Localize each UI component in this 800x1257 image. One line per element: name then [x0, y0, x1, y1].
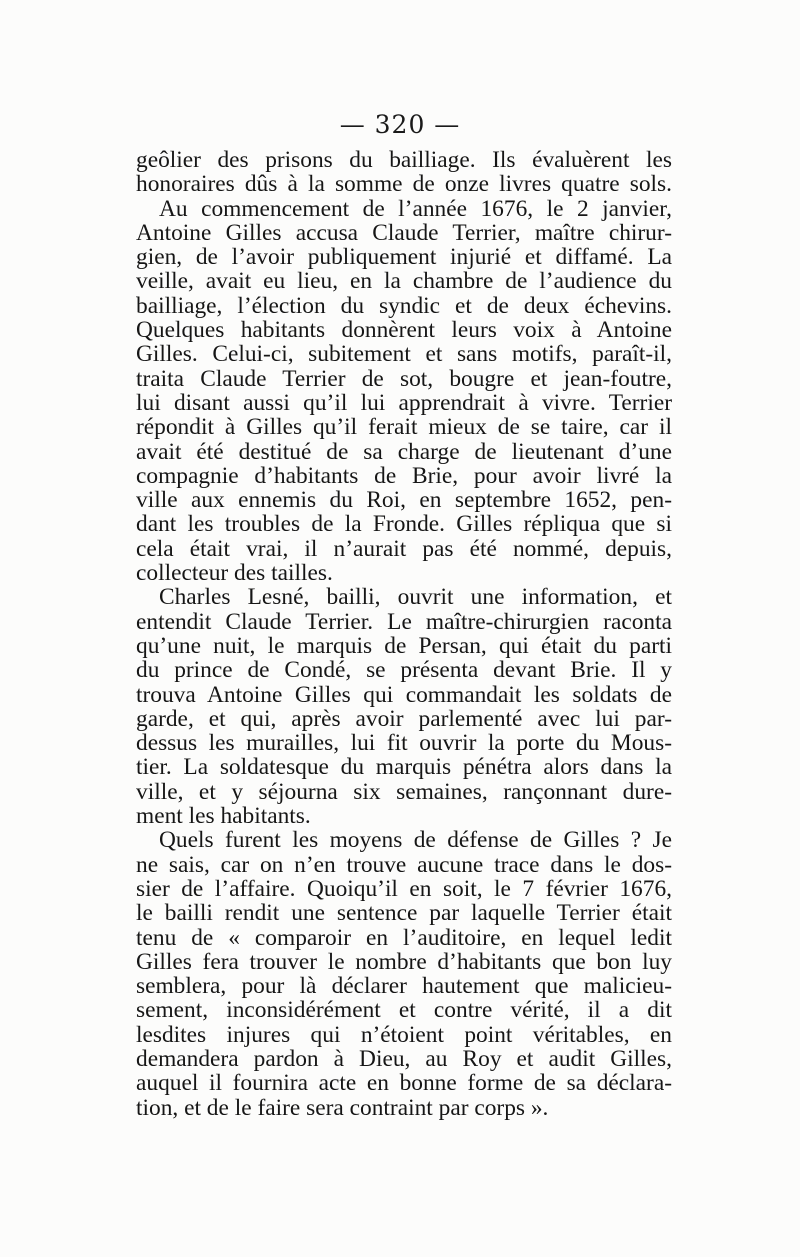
- text-line: trouva Antoine Gilles qui commandait les soldats de: [136, 682, 672, 707]
- text-line: compagnie d’habitants de Brie, pour avoir livré la: [136, 463, 672, 489]
- text-line: tier. La soldatesque du marquis pénétra alors dans la: [136, 755, 672, 780]
- text-line: ville aux ennemis du Roi, en septembre 1652, pen-: [136, 488, 672, 513]
- text-line: bailliage, l’élection du syndic et de deux échevins.: [136, 293, 672, 319]
- text-line: demandera pardon à Dieu, au Roy et audit Gilles,: [136, 1046, 672, 1072]
- text-line: ment les habitants.: [136, 804, 311, 829]
- text-line: du prince de Condé, se présenta devant Brie. Il y: [136, 658, 672, 683]
- text-line: répondit à Gilles qu’il ferait mieux de se taire, car il: [136, 415, 672, 440]
- text-line: entendit Claude Terrier. Le maître-chirurgien raconta: [136, 609, 672, 634]
- text-line: sier de l’affaire. Quoiqu’il en soit, le 7 février 1676,: [136, 876, 672, 902]
- text-line: avait été destitué de sa charge de lieutenant d’une: [136, 439, 672, 464]
- text-line: dessus les murailles, lui fit ouvrir la porte du Mous-: [136, 731, 672, 756]
- text-line: Quels furent les moyens de défense de Gilles ? Je: [159, 828, 672, 853]
- text-line: auquel il fournira acte en bonne forme de sa déclara-: [136, 1071, 672, 1096]
- text-line: ne sais, car on n’en trouve aucune trace dans le dos-: [136, 852, 672, 877]
- text-line: dant les troubles de la Fronde. Gilles répliqua que si: [136, 512, 672, 537]
- text-line: semblera, pour là déclarer hautement que malicieu-: [136, 974, 672, 999]
- text-line: lesdites injures qui n’étoient point véritables, en: [136, 1022, 672, 1047]
- text-line: tion, et de le faire sera contraint par corps ».: [136, 1095, 549, 1120]
- text-line: gien, de l’avoir publiquement injurié et diffamé. La: [136, 245, 672, 270]
- text-line: ville, et y séjourna six semaines, rançonnant dure-: [136, 779, 672, 805]
- text-line: le bailli rendit une sentence par laquelle Terrier était: [136, 901, 672, 926]
- text-line: qu’une nuit, le marquis de Persan, qui était du parti: [136, 633, 672, 659]
- page-number: — 320 —: [339, 110, 461, 139]
- text-line: sement, inconsidérément et contre vérité, il a dit: [136, 998, 672, 1023]
- text-line: Charles Lesné, bailli, ouvrit une information, et: [159, 585, 672, 610]
- text-line: Quelques habitants donnèrent leurs voix à Antoine: [136, 318, 672, 343]
- text-line: garde, et qui, après avoir parlementé avec lui par-: [136, 706, 672, 732]
- text-line: Gilles. Celui-ci, subitement et sans motifs, paraît-il,: [136, 342, 672, 367]
- text-line: tenu de « comparoir en l’auditoire, en lequel ledit: [136, 925, 672, 950]
- text-line: cela était vrai, il n’aurait pas été nommé, depuis,: [136, 536, 672, 562]
- text-line: traita Claude Terrier de sot, bougre et jean-foutre,: [136, 366, 672, 391]
- text-line: Au commencement de l’année 1676, le 2 janvier,: [159, 196, 672, 221]
- text-line: honoraires dûs à la somme de onze livres quatre sols.: [136, 172, 672, 197]
- text-line: veille, avait eu lieu, en la chambre de l’audience du: [136, 269, 672, 294]
- text-line: Antoine Gilles accusa Claude Terrier, maître chirur-: [136, 220, 672, 246]
- text-line: geôlier des prisons du bailliage. Ils évaluèrent les: [136, 148, 672, 173]
- text-line: Gilles fera trouver le nombre d’habitants que bon luy: [136, 949, 672, 975]
- body-text: [136, 148, 672, 1120]
- text-line: collecteur des tailles.: [136, 561, 333, 586]
- text-line: lui disant aussi qu’il lui apprendrait à vivre. Terrier: [136, 390, 672, 416]
